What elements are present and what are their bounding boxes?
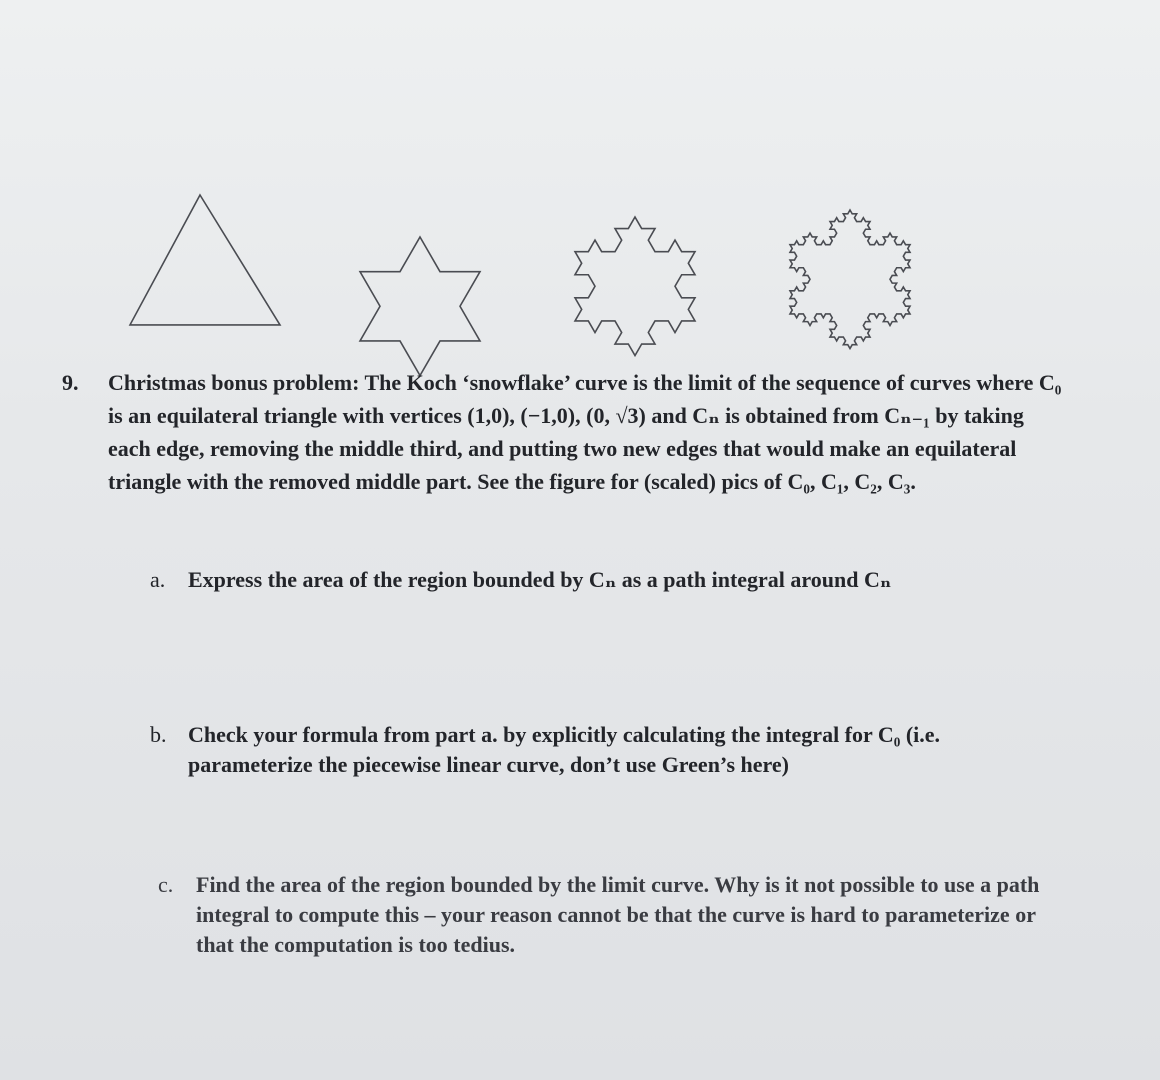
part-c <box>158 870 1058 960</box>
part-a-text: Express the area of the region bounded by Cₙ as a path integral around Cₙ <box>188 567 892 592</box>
part-b-text: Check your formula from part a. by explicitly calculating the integral for C₀ (i.e. parameterize the piecewise linear curve, don’t use Green’s here) <box>188 722 941 777</box>
part-c-letter: c. <box>158 872 174 897</box>
koch-curve-c3 <box>790 210 910 349</box>
part-c-text: Find the area of the region bounded by the limit curve. Why is it not possible to use a path integral to compute this – your reason cannot be that the curve is hard to parameterize or that the computation is too tedius. <box>196 872 1040 957</box>
part-b <box>150 720 1010 780</box>
koch-c1-star <box>340 205 500 370</box>
problem-9 <box>62 366 1072 498</box>
koch-c3-snowflake <box>770 178 930 343</box>
problem-number: 9. <box>62 370 79 395</box>
problem-statement: Christmas bonus problem: The Koch ‘snowflake’ curve is the limit of the sequence of curves where C₀ is an equilateral triangle with vertices (1,0), (−1,0), (0, √3) and Cₙ is obtained from Cₙ₋₁ by taking each edge, removing the middle third, and putting two new edges that would make an equilateral triangle with the removed middle part. See the figure for (scaled) pics of C₀, C₁, C₂, C₃. <box>108 370 1062 494</box>
part-a-letter: a. <box>150 567 166 592</box>
koch-c2-snowflake <box>555 185 725 350</box>
koch-curve-c0 <box>130 195 280 325</box>
part-a <box>150 565 1010 595</box>
koch-figure <box>0 0 1160 380</box>
koch-c0-triangle <box>125 190 285 355</box>
koch-curve-c1 <box>360 237 480 376</box>
part-b-letter: b. <box>150 722 167 747</box>
koch-curve-c2 <box>575 217 695 356</box>
